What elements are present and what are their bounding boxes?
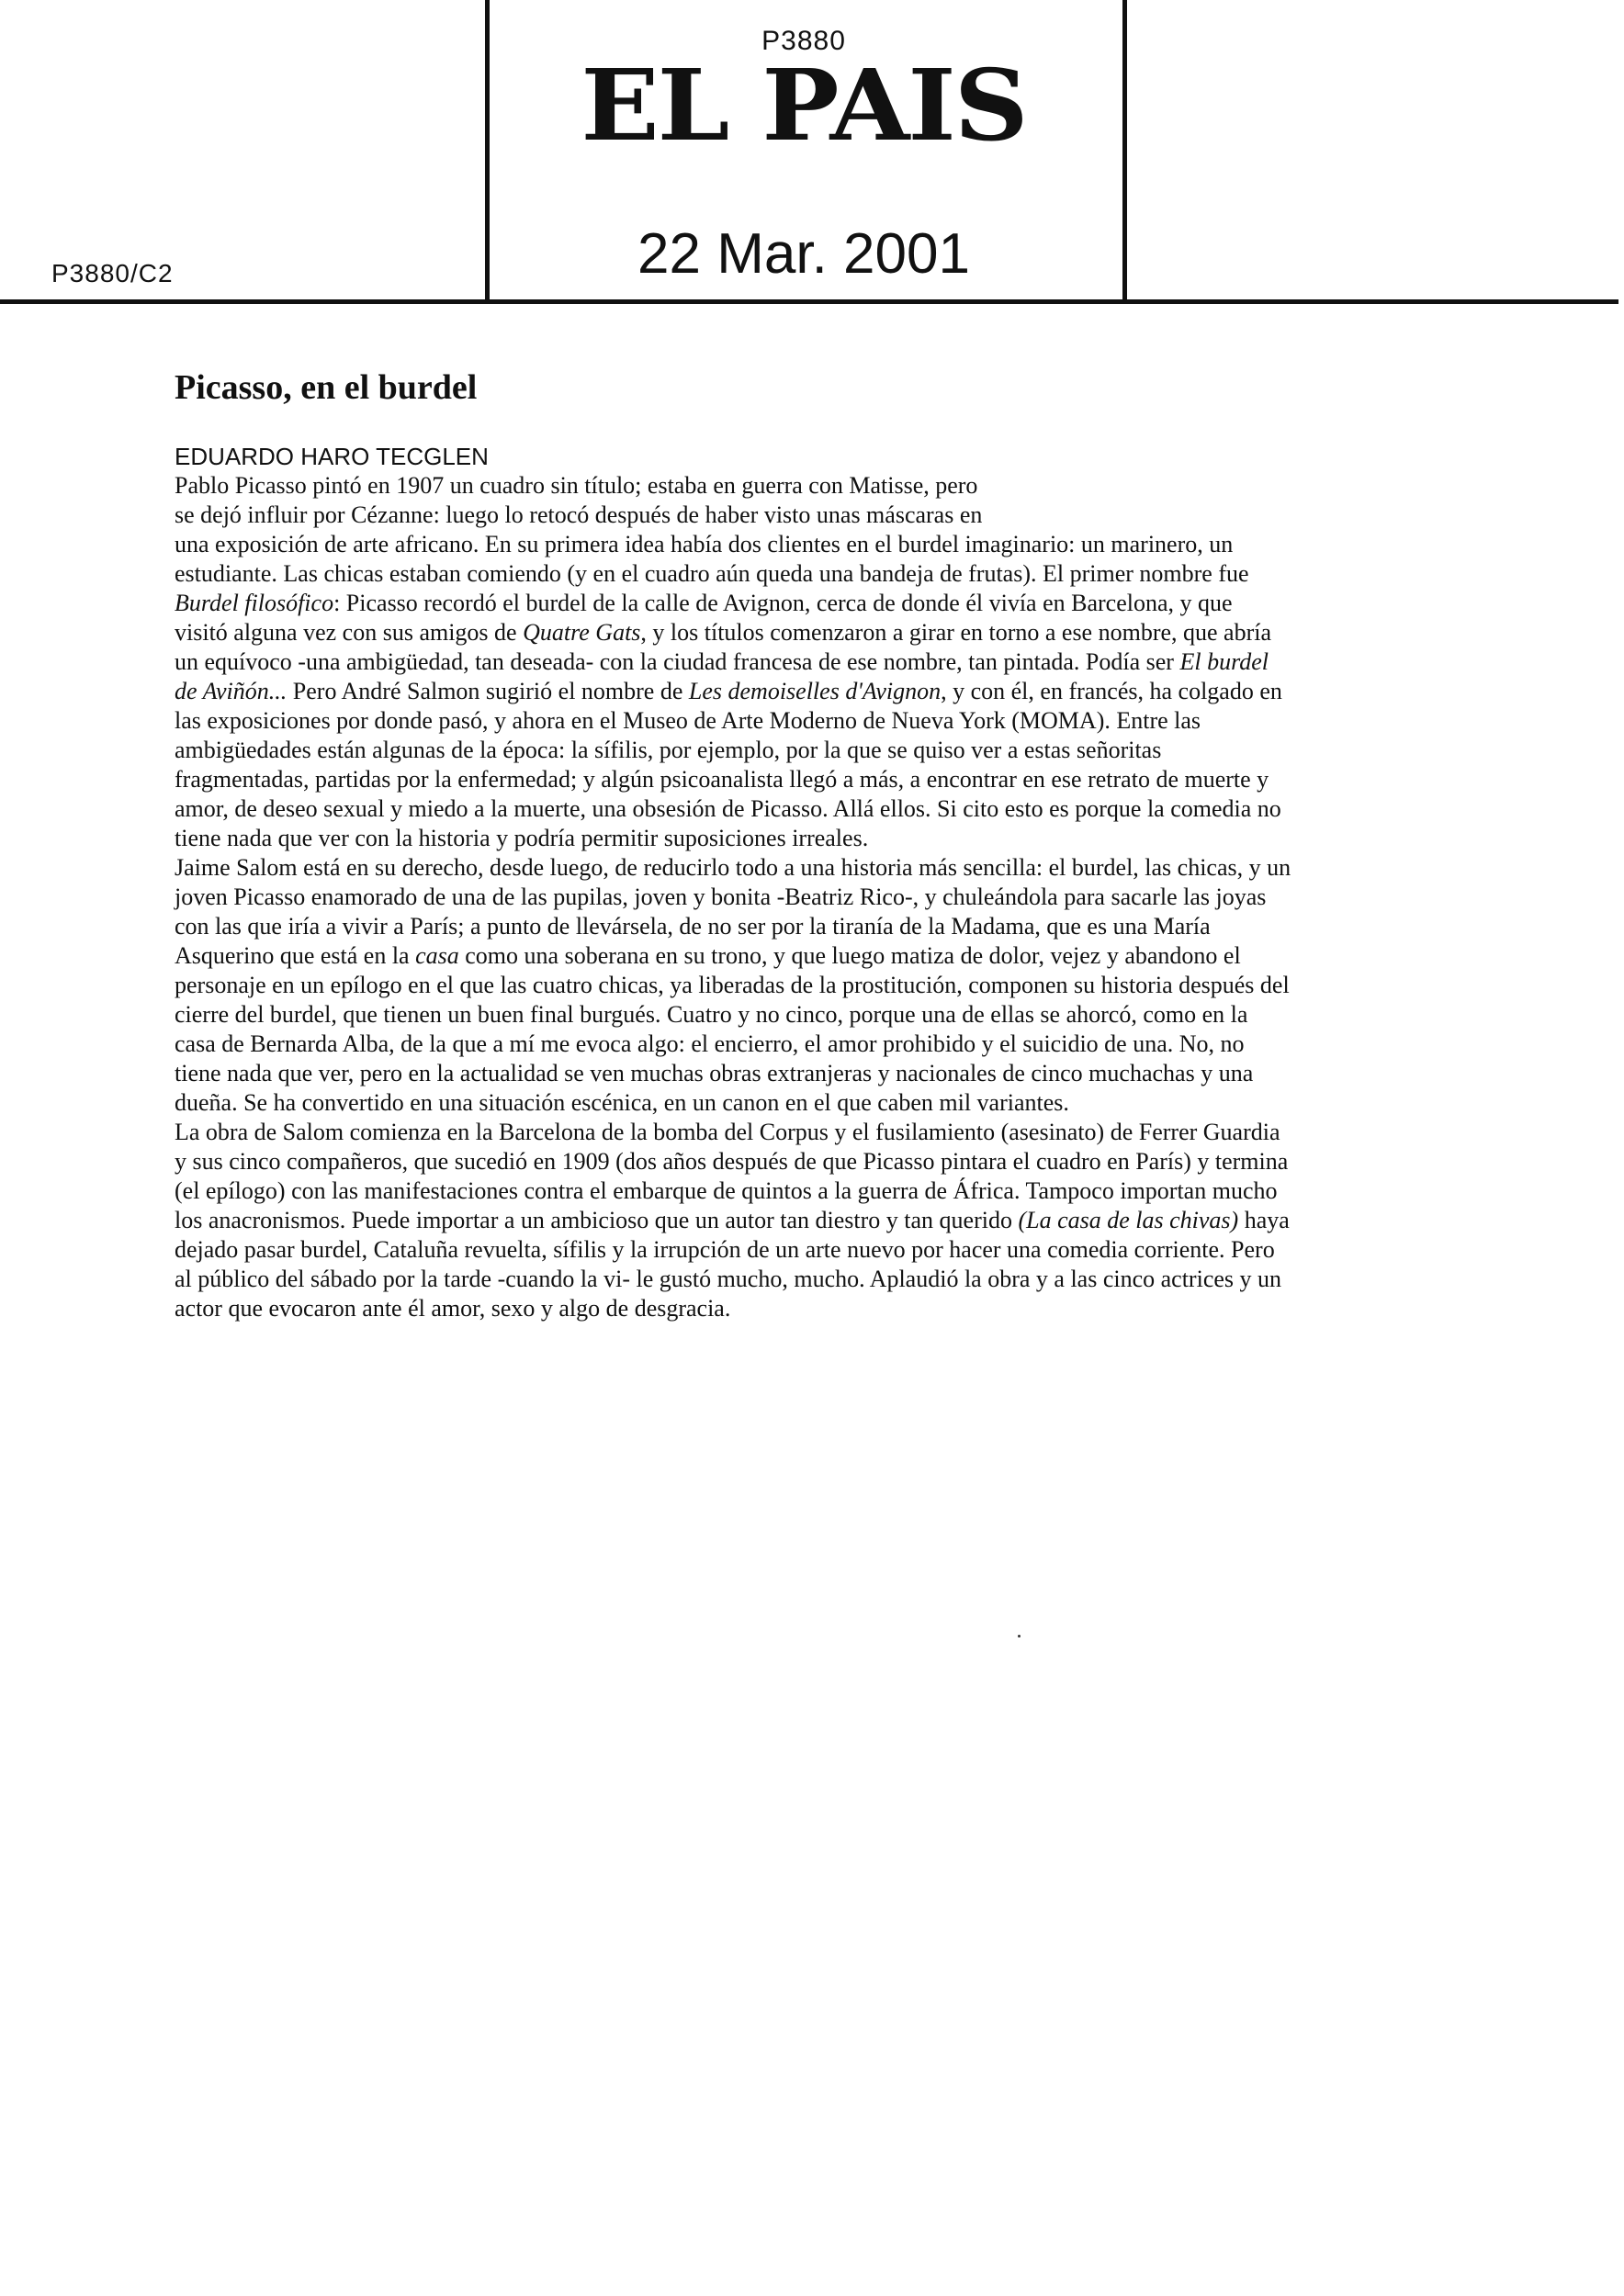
body-line: personaje en un epílogo en el que las cuatro chicas, ya liberadas de la prostitución, componen su historia después del [175,972,1290,998]
body-line: dejado pasar burdel, Cataluña revuelta, sífilis y la irrupción de un arte nuevo por hacer una comedia corriente. Pero [175,1236,1275,1263]
body-line: un equívoco -una ambigüedad, tan deseada- con la ciudad francesa de ese nombre, tan pintada. Podía ser El burdel [175,648,1269,675]
newspaper-masthead: EL PAIS [581,49,1027,163]
body-line: las exposiciones por donde pasó, y ahora en el Museo de Arte Moderno de Nueva York (MOMA). Entre las [175,707,1201,734]
body-line: La obra de Salom comienza en la Barcelona de la bomba del Corpus y el fusilamiento (asesinato) de Ferrer Guardia [175,1119,1280,1145]
body-line: se dejó influir por Cézanne: luego lo retocó después de haber visto unas máscaras en [175,501,983,528]
body-line: (el epílogo) con las manifestaciones contra el embarque de quintos a la guerra de África. Tampoco importan mucho [175,1177,1278,1204]
body-line: los anacronismos. Puede importar a un ambicioso que un autor tan diestro y tan querido (La casa de las chivas) haya [175,1207,1290,1233]
body-line: fragmentadas, partidas por la enfermedad; y algún psicoanalista llegó a más, a encontrar en ese retrato de muerte y [175,766,1269,793]
italic-word: casa [415,942,459,969]
body-line: joven Picasso enamorado de una de las pupilas, joven y bonita -Beatriz Rico-, y chuleándola para sacarle las joyas [175,884,1267,910]
body-line: casa de Bernarda Alba, de la que a mí me evoca algo: el encierro, el amor prohibido y el suicidio de una. No, no [175,1030,1245,1057]
body-line: dueña. Se ha convertido en una situación escénica, en un canon en el que caben mil variantes. [175,1089,1069,1116]
body-line: al público del sábado por la tarde -cuando la vi- le gustó mucho, mucho. Aplaudió la obra y a las cinco actrices y un [175,1266,1282,1292]
body-line: tiene nada que ver con la historia y podría permitir suposiciones irreales. [175,825,869,851]
publication-date: 22 Mar. 2001 [637,222,970,286]
article-body [175,471,1479,1323]
clipping-code-top: P3880 [761,26,846,56]
body-line: cierre del burdel, que tienen un buen final burgués. Cuatro y no cinco, porque una de ellas se ahorcó, como en la [175,1001,1248,1028]
italic-title: Les demoiselles d'Avignon [688,678,942,704]
italic-title: El burdel [1179,648,1269,675]
body-line: estudiante. Las chicas estaban comiendo (y en el cuadro aún queda una bandeja de frutas). El primer nombre fue [175,560,1249,587]
header-bottom-rule [0,299,1618,304]
header-divider-right [1122,0,1127,303]
body-line: actor que evocaron ante él amor, sexo y algo de desgracia. [175,1295,731,1322]
body-line: Burdel filosófico: Picasso recordó el burdel de la calle de Avignon, cerca de donde él vivía en Barcelona, y que [175,590,1233,616]
body-line: Pablo Picasso pintó en 1907 un cuadro sin título; estaba en guerra con Matisse, pero [175,472,978,499]
italic-title: Burdel filosófico [175,590,334,616]
body-line: de Aviñón... Pero André Salmon sugirió el nombre de Les demoiselles d'Avignon, y con él, en francés, ha colgado en [175,678,1282,704]
italic-title: (La casa de las chivas) [1018,1207,1239,1233]
scan-speck [1018,1635,1021,1638]
body-line: y sus cinco compañeros, que sucedió en 1909 (dos años después de que Picasso pintara el cuadro en París) y termina [175,1148,1289,1175]
body-line: Asquerino que está en la casa como una soberana en su trono, y que luego matiza de dolor, vejez y abandono el [175,942,1241,969]
body-line: amor, de deseo sexual y miedo a la muerte, una obsesión de Picasso. Allá ellos. Si cito esto es porque la comedia no [175,795,1281,822]
article-author: EDUARDO HARO TECGLEN [175,443,489,470]
article-title: Picasso, en el burdel [175,368,478,407]
italic-title: Quatre Gats [523,619,641,646]
clipping-header [0,0,1624,312]
italic-title: de Aviñón... [175,678,288,704]
body-line: Jaime Salom está en su derecho, desde luego, de reducirlo todo a una historia más sencilla: el burdel, las chicas, y un [175,854,1291,881]
body-line: tiene nada que ver, pero en la actualidad se ven muchas obras extranjeras y nacionales de cinco muchachas y una [175,1060,1254,1086]
body-line: una exposición de arte africano. En su primera idea había dos clientes en el burdel imaginario: un marinero, un [175,531,1234,557]
body-line: visitó alguna vez con sus amigos de Quatre Gats, y los títulos comenzaron a girar en torno a ese nombre, que abría [175,619,1272,646]
clipping-code-left: P3880/C2 [51,259,174,287]
body-line: con las que iría a vivir a París; a punto de llevársela, de no ser por la tiranía de la Madama, que es una María [175,913,1211,940]
body-line: ambigüedades están algunas de la época: la sífilis, por ejemplo, por la que se quiso ver a estas señoritas [175,737,1162,763]
